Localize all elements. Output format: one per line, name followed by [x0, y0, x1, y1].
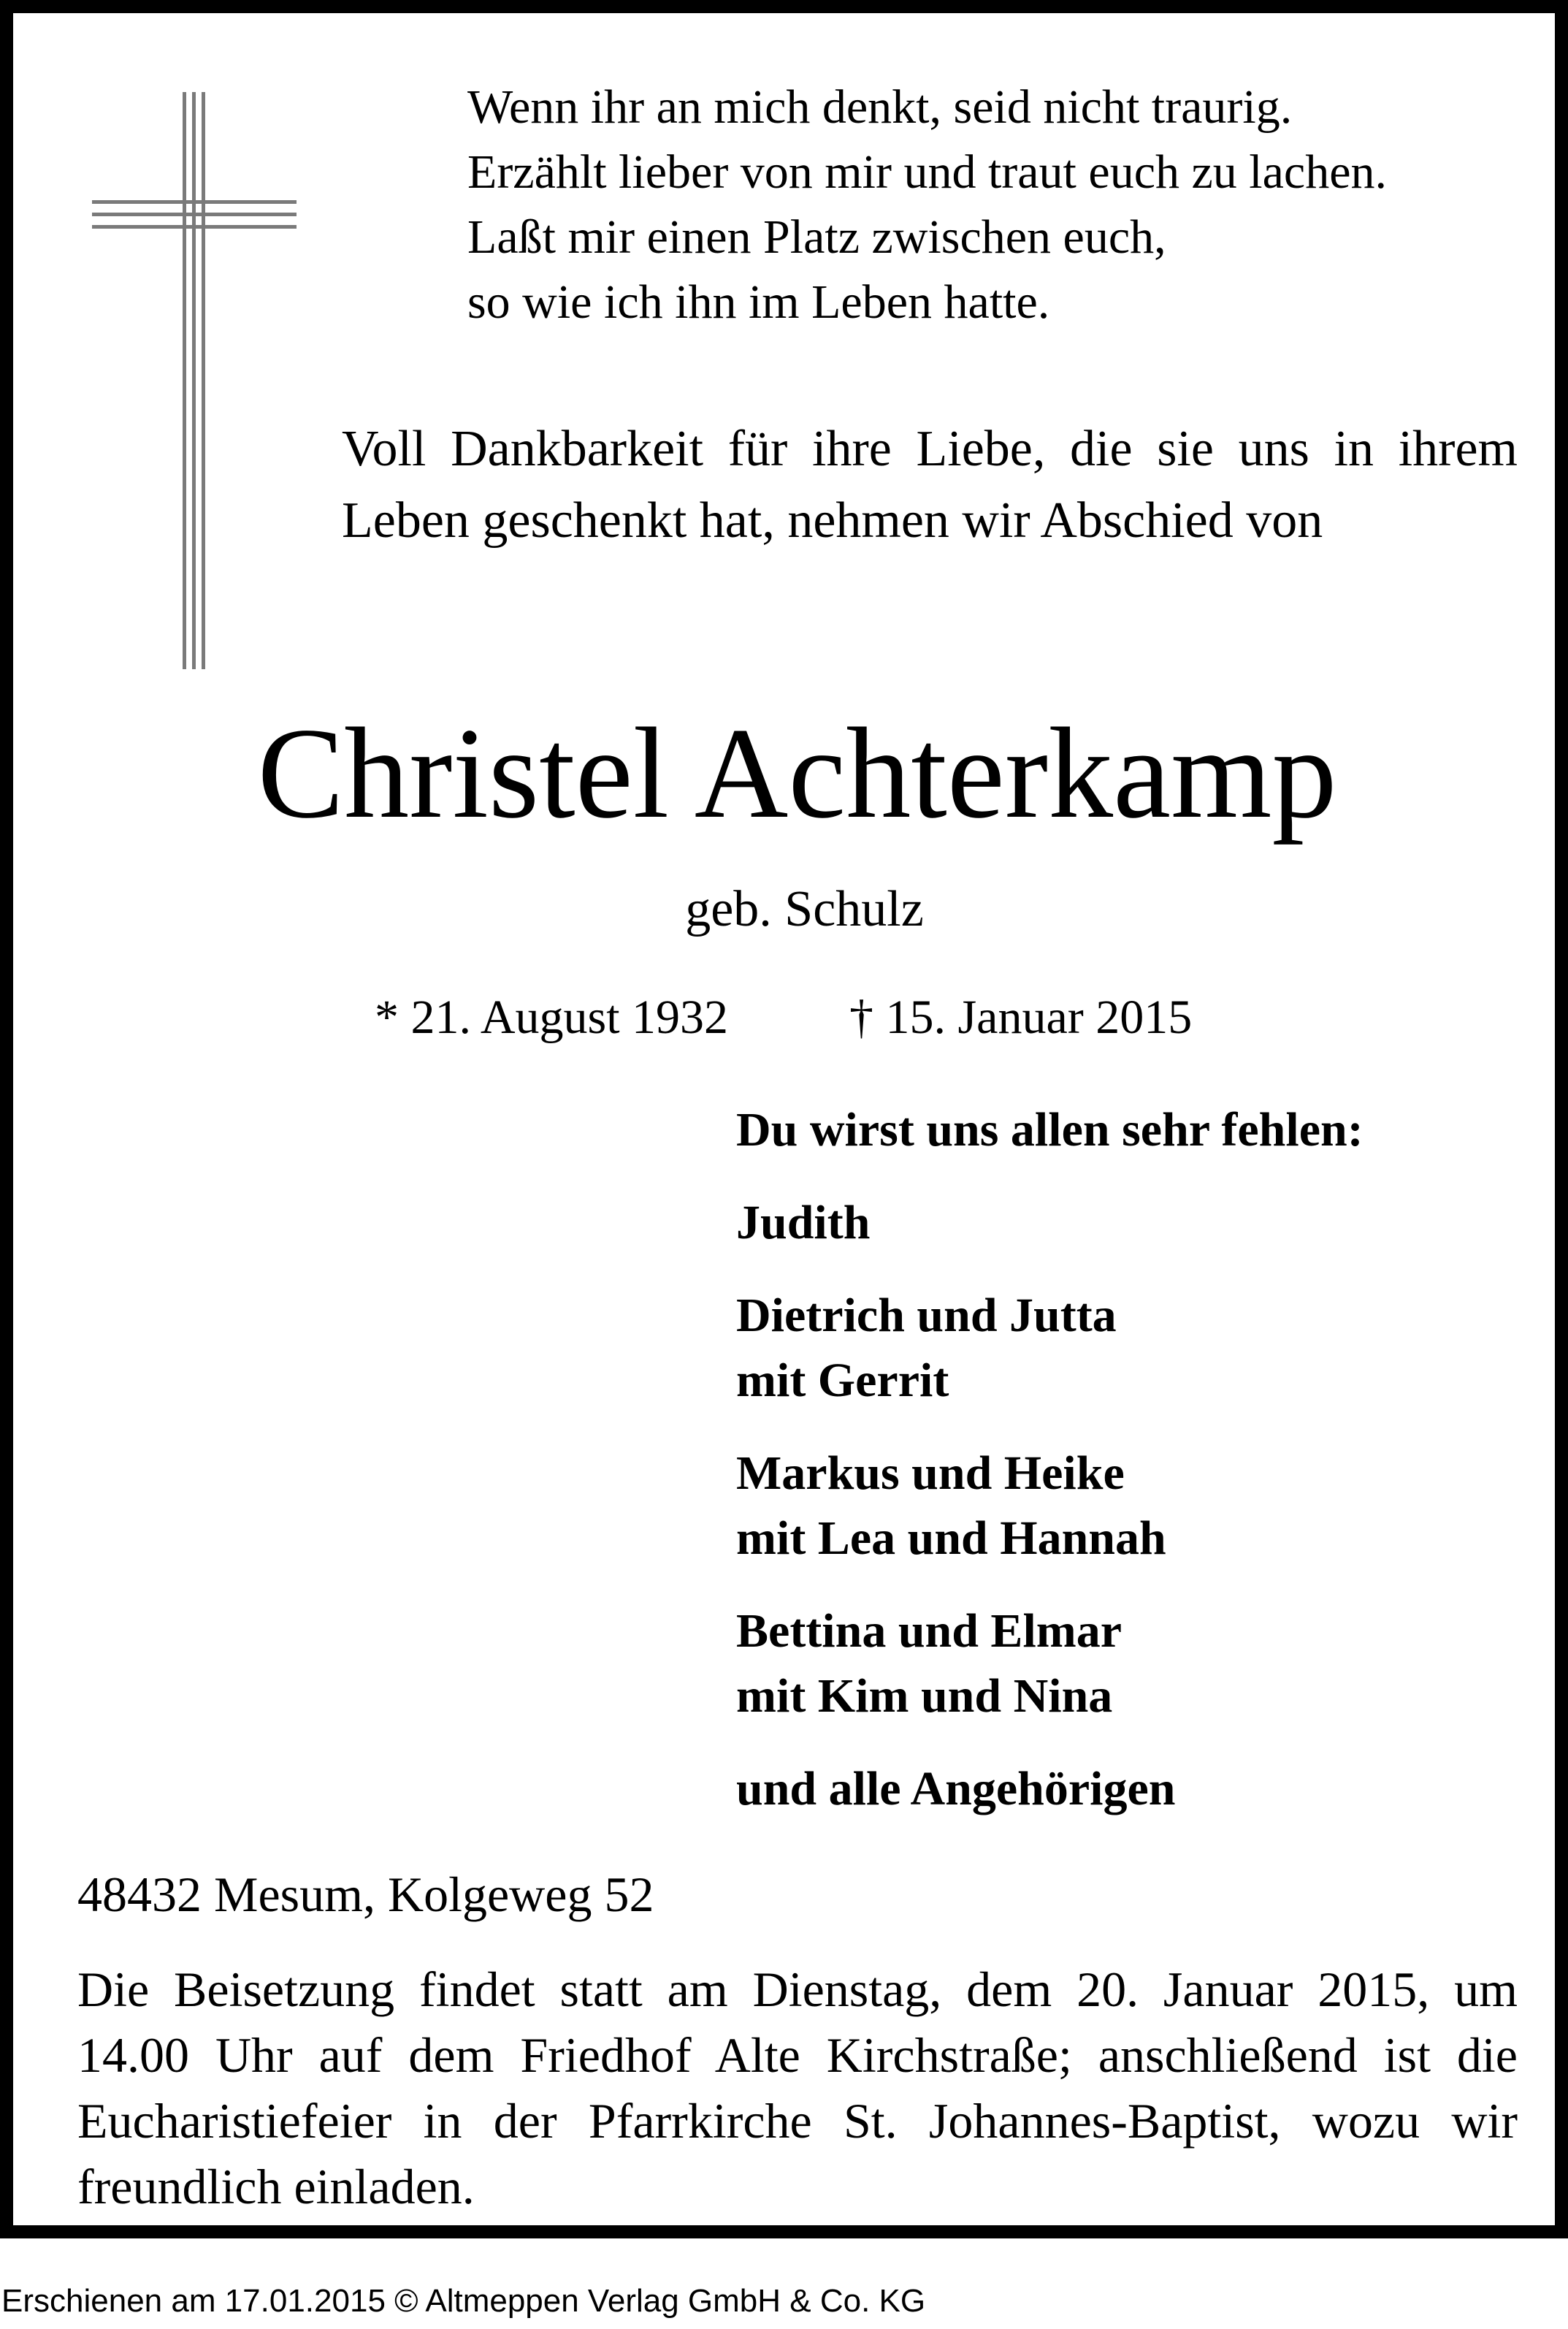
mourner-line: Dietrich und Jutta [736, 1289, 1117, 1342]
mourner-group [736, 1283, 1540, 1413]
mourner-line: mit Gerrit [736, 1354, 949, 1407]
publication-footer: Erschienen am 17.01.2015 © Altmeppen Verlag GmbH & Co. KG [1, 2283, 926, 2319]
mourner-group [736, 1756, 1540, 1821]
mourner-group [736, 1190, 1540, 1255]
death-date: † 15. Januar 2015 [849, 991, 1193, 1044]
mourner-line: mit Lea und Hannah [736, 1512, 1166, 1565]
funeral-notice: Die Beisetzung findet statt am Dienstag, dem 20. Januar 2015, um 14.00 Uhr auf dem Friedhof Alte Kirchstraße; anschließend ist die Eucharistiefeier in der Pfarrkirche St. Johannes-Baptist, wozu wir freundlich einladen. [77, 1962, 1518, 2214]
mourner-line: Judith [736, 1196, 871, 1249]
poem-line: Erzählt lieber von mir und traut euch zu lachen. [467, 145, 1387, 199]
gratitude-text: Voll Dankbarkeit für ihre Liebe, die sie uns in ihrem Leben geschenkt hat, nehmen wir Abschied von [342, 421, 1518, 549]
mourner-group [736, 1598, 1540, 1728]
poem-line: so wie ich ihn im Leben hatte. [467, 275, 1050, 329]
mourners-heading: Du wirst uns allen sehr fehlen: [736, 1103, 1364, 1156]
deceased-name: Christel Achterkamp [257, 701, 1337, 845]
maiden-name: geb. Schulz [685, 881, 924, 937]
mourners-list [736, 1097, 1540, 1849]
mourner-group [736, 1441, 1540, 1571]
mourner-line: mit Kim und Nina [736, 1669, 1113, 1723]
address: 48432 Mesum, Kolgeweg 52 [77, 1867, 654, 1922]
cross-icon [92, 92, 297, 669]
poem [467, 75, 1548, 335]
mourner-line: Markus und Heike [736, 1446, 1125, 1500]
poem-line: Wenn ihr an mich denkt, seid nicht traurig. [467, 80, 1293, 134]
mourner-line: und alle Angehörigen [736, 1762, 1176, 1815]
mourner-line: Bettina und Elmar [736, 1604, 1123, 1658]
poem-line: Laßt mir einen Platz zwischen euch, [467, 210, 1166, 264]
birth-date: * 21. August 1932 [375, 991, 729, 1044]
